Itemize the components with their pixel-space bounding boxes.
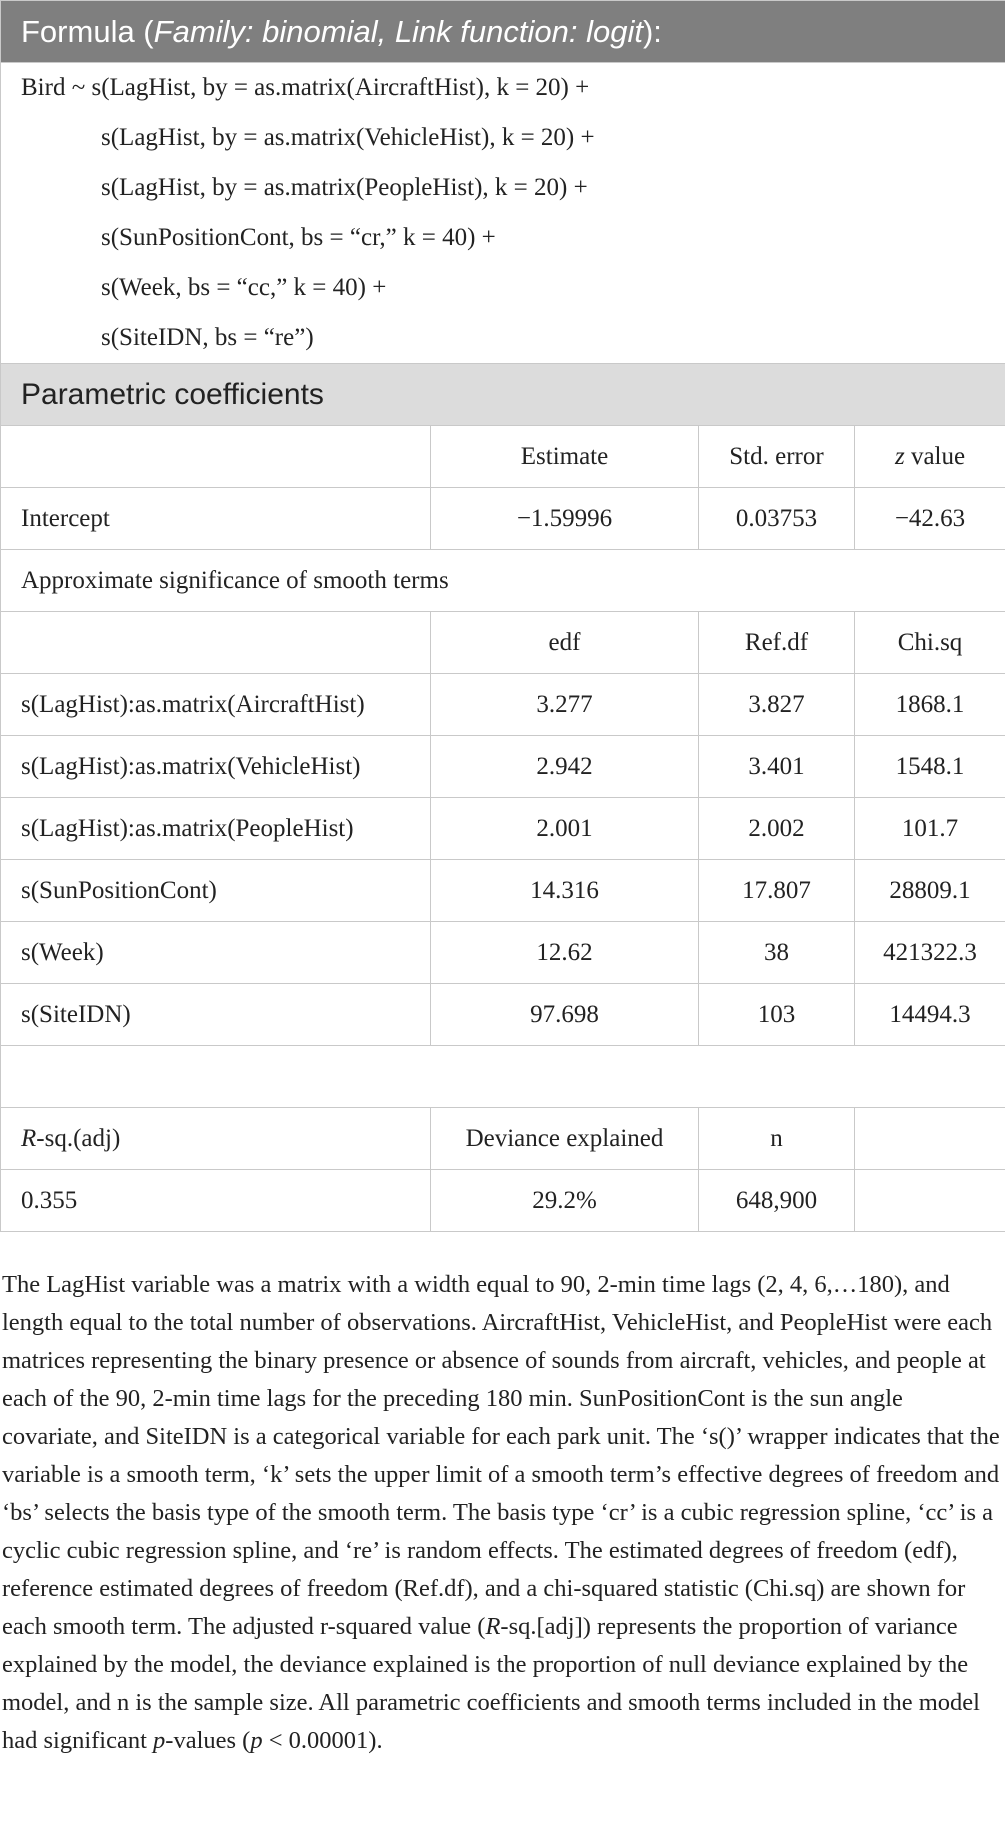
table-row: [1, 674, 1005, 736]
header-z-value: [855, 426, 1005, 488]
footnote-part: The LagHist variable was a matrix with a width equal to 90, 2-min time lags (2, 4, 6,…180), and length equal to the total number of observations. AircraftHist, VehicleHist, and PeopleHist were each matrices representing the binary presence or absence of sounds from aircraft, vehicles, and people at each of the 90, 2-min time lags for the preceding 180 min. SunPositionCont is the sun angle covariate, and SiteIDN is a categorical variable for each park unit. The ‘s()’ wrapper indicates that the variable is a smooth term, ‘k’ sets the upper limit of a smooth term’s effective degrees of freedom and ‘bs’ selects the basis type of the smooth term. The basis type ‘cr’ is a cubic regression spline, ‘cc’ is a cyclic cubic regression spline, and ‘re’ is random effects. The estimated degrees of freedom (edf), reference estimated degrees of freedom (Ref.df), and a chi-squared statistic (Chi.sq) are shown for each smooth term. The adjusted r-squared value (: [2, 1271, 1000, 1640]
n-label: n: [699, 1108, 855, 1170]
smooth-term: s(Week): [1, 922, 431, 984]
empty-cell: [855, 1108, 1005, 1170]
smooth-ref-df: 3.401: [699, 736, 855, 798]
smooth-chi-sq: 1548.1: [855, 736, 1005, 798]
footnote-p-italic: p: [153, 1727, 166, 1754]
smooth-term: s(SiteIDN): [1, 984, 431, 1046]
table-row: [1, 860, 1005, 922]
table-row: [1, 984, 1005, 1046]
footnote-p-italic: p: [250, 1727, 263, 1754]
formula-body: [1, 63, 1005, 364]
smooth-ref-df: 17.807: [699, 860, 855, 922]
spacer-cell: [1, 1046, 1005, 1108]
formula-header-prefix: Formula (: [21, 13, 154, 49]
smooth-term: s(LagHist):as.matrix(PeopleHist): [1, 798, 431, 860]
header-std-error: Std. error: [699, 426, 855, 488]
z-label: z: [894, 442, 905, 470]
r-sq-value: 0.355: [1, 1170, 431, 1232]
smooth-chi-sq: 101.7: [855, 798, 1005, 860]
parametric-title: Parametric coefficients: [1, 364, 1005, 426]
formula-line: s(SiteIDN, bs = “re”): [101, 324, 314, 351]
formula-header-row: [1, 1, 1005, 63]
smooth-term: s(LagHist):as.matrix(AircraftHist): [1, 674, 431, 736]
formula-line: Bird ~ s(LagHist, by = as.matrix(AircraftHist), k = 20) +: [21, 74, 590, 101]
formula-family-link: Family: binomial, Link function: logit: [153, 13, 643, 49]
smooth-ref-df: 2.002: [699, 798, 855, 860]
intercept-z-value: −42.63: [855, 488, 1005, 550]
formula-line: s(LagHist, by = as.matrix(PeopleHist), k = 20) +: [101, 174, 588, 201]
fit-value-row: [1, 1170, 1005, 1232]
r-sq-label: [1, 1108, 431, 1170]
smooth-term: s(LagHist):as.matrix(VehicleHist): [1, 736, 431, 798]
table-row: [1, 798, 1005, 860]
formula-line: s(Week, bs = “cc,” k = 40) +: [101, 274, 387, 301]
smooth-title: Approximate significance of smooth terms: [1, 550, 1005, 612]
smooth-chi-sq: 28809.1: [855, 860, 1005, 922]
deviance-label: Deviance explained: [431, 1108, 699, 1170]
smooth-chi-sq: 421322.3: [855, 922, 1005, 984]
intercept-estimate: −1.59996: [431, 488, 699, 550]
footnote-part: -sq.[adj]) represents the proportion of variance explained by the model, the deviance explained is the proportion of null deviance explained by the model, and n is the sample size. All parametric coefficients and smooth terms included in the model had significant: [2, 1613, 980, 1754]
footnote-part: -values (: [165, 1727, 251, 1754]
smooth-ref-df: 38: [699, 922, 855, 984]
empty-cell: [855, 1170, 1005, 1232]
smooth-edf: 12.62: [431, 922, 699, 984]
table-footnote: [2, 1266, 1002, 1760]
formula-line: s(LagHist, by = as.matrix(VehicleHist), k = 20) +: [101, 124, 595, 151]
smooth-edf: 2.942: [431, 736, 699, 798]
parametric-header-row: [1, 426, 1005, 488]
intercept-term: Intercept: [1, 488, 431, 550]
r-sq-rest: -sq.(adj): [36, 1124, 121, 1152]
header-cell: [1, 612, 431, 674]
deviance-value: 29.2%: [431, 1170, 699, 1232]
formula-header-suffix: ):: [642, 13, 662, 49]
smooth-ref-df: 3.827: [699, 674, 855, 736]
smooth-chi-sq: 14494.3: [855, 984, 1005, 1046]
fit-header-row: [1, 1108, 1005, 1170]
smooth-term: s(SunPositionCont): [1, 860, 431, 922]
smooth-chi-sq: 1868.1: [855, 674, 1005, 736]
smooth-edf: 2.001: [431, 798, 699, 860]
header-ref-df: Ref.df: [699, 612, 855, 674]
header-edf: edf: [431, 612, 699, 674]
intercept-std-error: 0.03753: [699, 488, 855, 550]
spacer-row: [1, 1046, 1005, 1108]
header-cell: [1, 426, 431, 488]
n-value: 648,900: [699, 1170, 855, 1232]
footnote-part: < 0.00001).: [262, 1727, 383, 1754]
smooth-edf: 97.698: [431, 984, 699, 1046]
z-value-label: value: [910, 442, 966, 470]
formula-header: [1, 1, 1005, 63]
smooth-header-row: [1, 612, 1005, 674]
r-italic: R: [21, 1124, 37, 1152]
footnote-r-italic: R: [485, 1613, 501, 1640]
table-row: [1, 922, 1005, 984]
smooth-ref-df: 103: [699, 984, 855, 1046]
header-chi-sq: Chi.sq: [855, 612, 1005, 674]
table-row: [1, 736, 1005, 798]
smooth-edf: 14.316: [431, 860, 699, 922]
header-estimate: Estimate: [431, 426, 699, 488]
intercept-row: [1, 488, 1005, 550]
smooth-section-row: [1, 550, 1005, 612]
smooth-edf: 3.277: [431, 674, 699, 736]
formula-body-row: [1, 63, 1005, 364]
parametric-section-row: [1, 364, 1005, 426]
formula-line: s(SunPositionCont, bs = “cr,” k = 40) +: [101, 224, 496, 251]
